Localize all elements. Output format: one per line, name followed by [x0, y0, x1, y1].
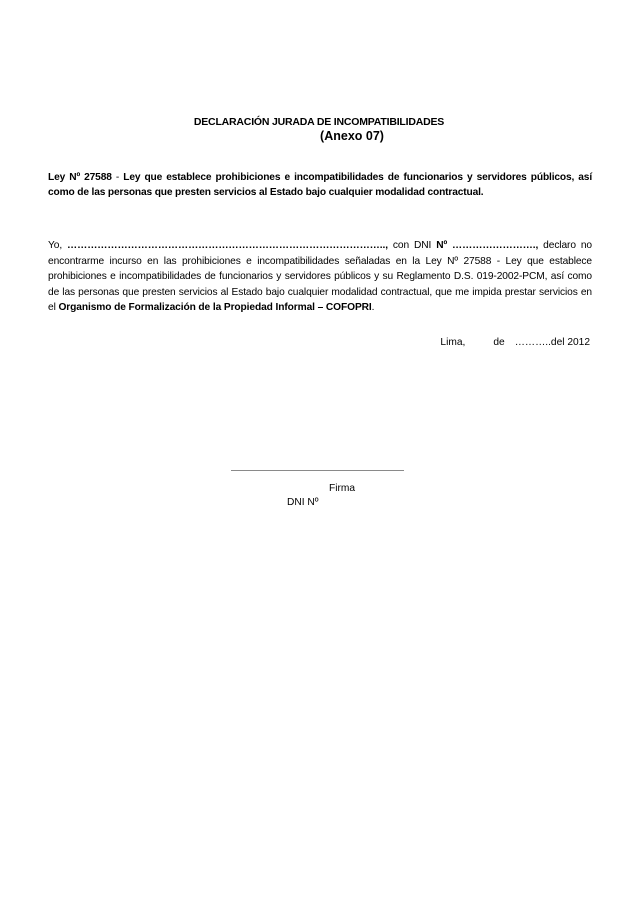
date-de: de [493, 337, 505, 348]
declaration-paragraph [48, 238, 592, 316]
con-dni-text: con DNI [387, 240, 437, 251]
firma-label: Firma [328, 483, 356, 494]
date-line [440, 336, 590, 350]
declaration-end: . [371, 302, 375, 313]
declaration-yo: Yo, [48, 240, 63, 251]
dni-label: DNI Nº [287, 497, 319, 508]
document-subtitle: (Anexo 07) [320, 129, 384, 143]
signature-block [0, 482, 638, 510]
law-separator: - [111, 172, 124, 183]
document-title: DECLARACIÓN JURADA DE INCOMPATIBILIDADES [193, 116, 445, 128]
law-reference: Ley Nº 27588 [48, 172, 112, 183]
dni-blank: ……………………., [447, 240, 539, 251]
title-block [0, 116, 638, 144]
date-city: Lima, [440, 337, 466, 348]
declaration-text: declaro no encontrarme incurso en las prohibiciones e incompatibilidades señaladas en la Ley Nº 27588 - Ley que establece prohibiciones e incompatibilidades de funcionarios y servidores públicos y su Reglamento D.S. 019-2002-PCM, así como de las personas que presten servicios al Estado bajo cualquier modalidad contractual, que me impida prestar servicios en el [48, 240, 592, 313]
law-description: Ley que establece prohibiciones e incompatibilidades de funcionarios y servidores públicos, así como de las personas que presten servicios al Estado bajo cualquier modalidad contractual. [48, 172, 593, 198]
date-blank: ………..del 2012 [514, 337, 590, 348]
name-blank: ………………………………………………………………………………….., [62, 240, 388, 251]
organization-name: Organismo de Formalización de la Propiedad Informal – COFOPRI [58, 302, 372, 313]
law-paragraph [48, 170, 592, 200]
signature-line [231, 470, 404, 471]
numero-symbol: Nº [436, 240, 448, 251]
